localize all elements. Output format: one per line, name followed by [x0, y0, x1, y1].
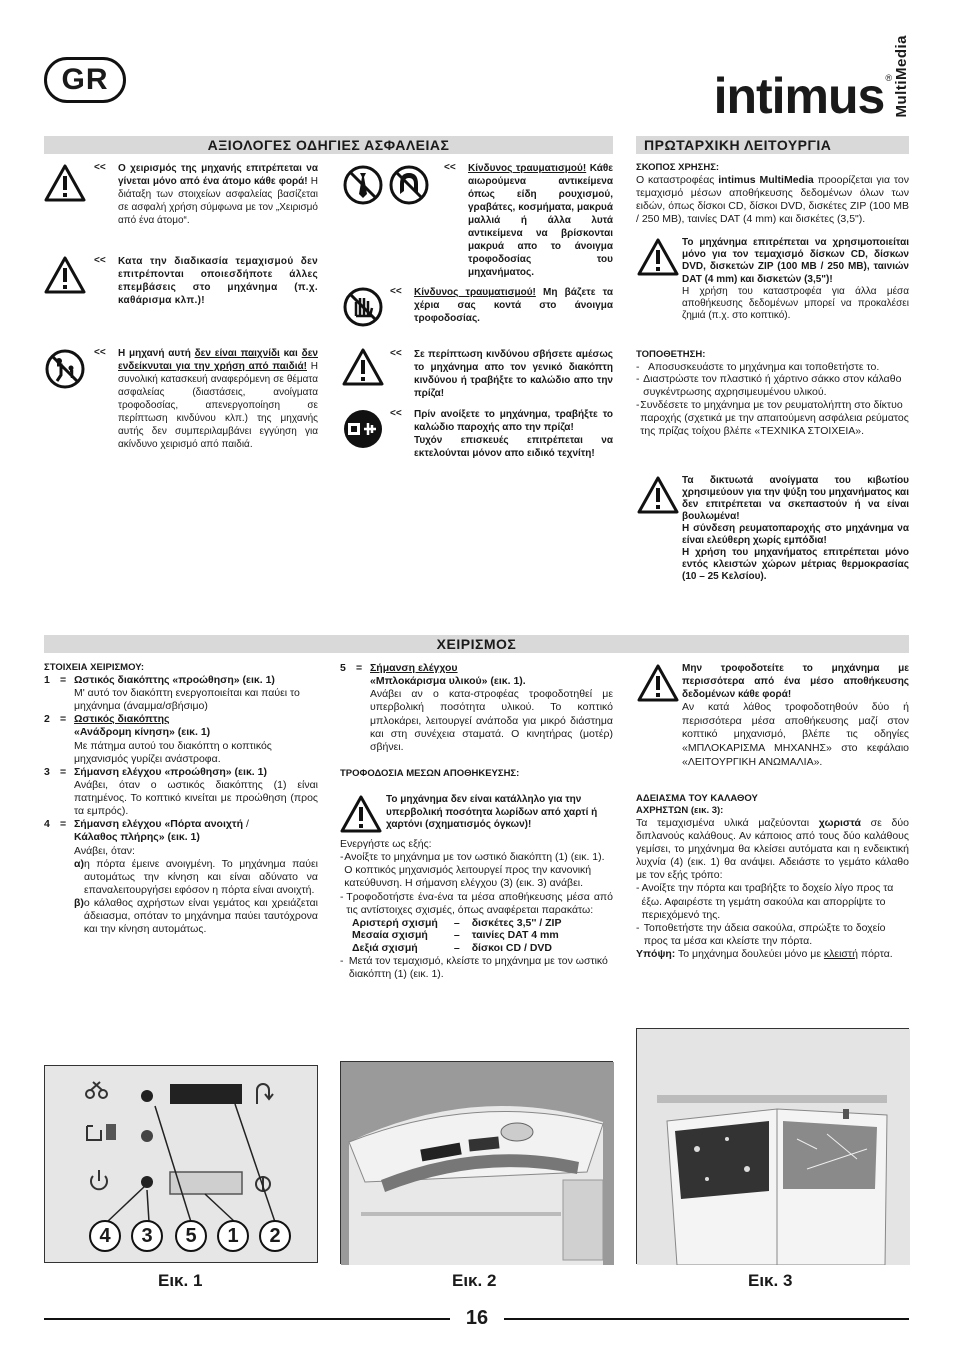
callout-1: 1 [217, 1220, 249, 1252]
warning-icon [342, 348, 384, 386]
led-blockage [141, 1176, 153, 1188]
power-icon [91, 1170, 107, 1189]
warning-icon [44, 164, 86, 202]
safety-item-emergency-off: << Σε περίπτωση κινδύνου σβήσετε αμέσως το μηχάνημα απο τον γενικό διακόπτη κινδύνου ή τραβήξτε το καλώδιο απο την πρίζα! [390, 348, 613, 399]
primary-warning-ventilation: Τα δικτυωτά ανοίγματα του κιβωτίου χρησιμεύουν για την ψύξη του μηχανήματος και δεν επιτρέπεται να σκεπαστούν ή να είναι βουλωμένα! Η σύνδεση ρευματοπαροχής στο μηχάνημα να είναι ελεύθερη χωρίς εμπόδια! Η χρήση του μηχανήματος επιτρέπεται μόνο εντός κλειστών χώρων μέτριας θερμοκρασίας (10 – 25 Κελσίου). [682, 475, 909, 582]
empty-bin-section: ΑΔΕΙΑΣΜΑ ΤΟΥ ΚΑΛΑΘΟΥ ΑΧΡΗΣΤΩΝ (εικ. 3): Τα τεμαχισμένα υλικά μαζεύονται χωριστά σε δύο διπλανούς καλάθους. Αν κάποιος από τους δύο καλάθους γεμίσει, το μηχάνημα θα κλείσει αυτόματα και η ενδεικτική λυχνία (4) (εικ. 1) θα ανάψει. Αδειάστε το γεμάτο κάλαθο με τον εξής τρόπο: - Ανοίξτε την πόρτα και τραβήξτε το δοχείο λίγο προς τα έξω. Αφαιρέστε τη γεμάτη σακούλα και απορρίψτε το περιεχόμενό της. - Τοποθετήστε την άδεια σακούλα, σπρώξτε το δοχείο προς τα μέσα και κλείστε την πόρτα. Υπόψη: Το μηχάνημα δουλεύει μόνο με κλειστή πόρτα. [636, 793, 909, 960]
language-badge: GR [44, 57, 126, 103]
primary-section-title: ΠΡΩΤΑΡΧΙΚΗ ΛΕΙΤΟΥΡΓΙΑ [636, 136, 909, 154]
table-row: Δεξιά σχισμή – δίσκοι CD / DVD [352, 941, 552, 954]
unplug-icon [342, 408, 384, 450]
bin-full-icon [87, 1124, 116, 1140]
operation-feeding: 5 = Σήμανση ελέγχου «Μπλοκάρισμα υλικού» (εικ. 1). Ανάβει αν ο κατα-στροφέας τροφοδοτηθεί με υπερβολική ποσότητα υλικού. Το κοπτικό μπλοκάρει, λειτουργεί ανάποδα για μικρό διάστημα και στη συνέχεια σταματά. Ο κινητήρας (μοτέρ) σβήνει. ΤΡΟΦΟΔΟΣΙΑ ΜΕΣΩΝ ΑΠΟΘΗΚΕΥΣΗΣ: [340, 662, 613, 779]
feeding-steps: Ενεργήστε ως εξής: - Ανοίξτε το μηχάνημα με τον ωστικό διακόπτη (1) (εικ. 1). Ο κοπτικός μηχανισμός λειτουργεί προς την κανονική κατεύθυνση. Η σήμανση ελέγχου (3) (εικ. 3) ανάβει. - Τροφοδοτήστε ένα-ένα τα μέσα αποθήκευσης μέσα από τις αντίστοιχες σχισμές, όπως αναφέρεται παρακάτω: Αριστερή σχισμή – δισκέτες 3,5'' / ZIP Μεσαία σχισμή – ταινίες DAT 4 mm Δεξιά σχισμή – δίσκοι CD / DVD - Μετά τον τεμαχισμό, κλείστε το μηχάνημα με τον ωστικό διακόπτη (1) (εικ. 1). [340, 838, 613, 980]
on-off-icon [256, 1176, 270, 1192]
no-hands-icon [342, 286, 384, 328]
warning-icon [44, 256, 86, 294]
safety-item-unplug: << Πρίν ανοίξετε το μηχάνημα, τραβήξτε το καλώδιο παροχής απο την πρίζα! Τυχόν επισκευές επιτρέπεται να εκτελούνται μόνον απο ειδικό τεχνίτη! [390, 408, 613, 459]
table-row: Μεσαία σχισμή – ταινίες DAT 4 mm [352, 929, 559, 942]
no-long-hair-icon [388, 164, 430, 206]
callout-3: 3 [131, 1220, 163, 1252]
safety-item-loose-objects: << Κίνδυνος τραυματισμού! Κάθε αιωρούμενα αντικείμενα όπως είδη ρουχισμού, γραβάτες, κοσμήματα, μακρυά μαλλιά ή άλλα λυτά αντικείμενα να βρίσκονται μακρυά απο το άνοιγμα τροφοδοσίας του μηχανήματος. [444, 162, 613, 278]
callout-4: 4 [89, 1220, 121, 1252]
figure-2-shredder-top [340, 1061, 613, 1264]
figure-1-caption: Εικ. 1 [158, 1271, 203, 1290]
warning-icon [637, 238, 679, 276]
operation-section-title: ΧΕΙΡΙΣΜΟΣ [44, 635, 909, 653]
safety-item-not-a-toy: << Η μηχανή αυτή δεν είναι παιχνίδι και δεν ενδείκνυται για την χρήση από παιδιά! Η συνολική κατασκευή αναφερόμενη σε θέματα ασφαλείας (διαστάσεις, ανοίγματα τροφοδοσίας, απενεργοποίηση σε περίπτωση κινδύνου κλπ.) της μηχανής αυτής δεν συμπεριλαμβάνει εγγύηση για ακίνδυνο χειρισμό από παιδιά. [94, 347, 319, 450]
shredder-top-drawing [341, 1062, 614, 1265]
safety-item-single-operator: << Ο χειρισμός της μηχανής επιτρέπεται να γίνεται μόνο από ένα άτομο κάθε φορά! Η διάταξη των στοιχείων ασφαλείας βασίζεται σε ασφαλή χρήση σύμφωνα με τον „Χειρισμό από ένα άτομο“. [94, 162, 319, 226]
primary-installation: ΤΟΠΟΘΕΤΗΣΗ: - Αποσυσκευάστε το μηχάνημα και τοποθετήστε το. - Διαστρώστε τον πλαστικό ή χάρτινο σάκκο στον κάλαθο συγκέντρωσης αχρησιμευμένου υλικού. - Συνδέσετε το μηχάνημα με τον ρευματολήπτη στο δίκτυο παροχής (σχετικά με την απαιτούμενη ασφάλεια ρεύματος της πρίζας τοίχου βλέπε «ΤΕΧΝΙΚΑ ΣΤΟΙΧΕΙΑ». [636, 349, 909, 437]
callout-2: 2 [259, 1220, 291, 1252]
safety-item-no-intervention: << Κατα την διαδικασία τεμαχισμού δεν επιτρέπονται οποιεσδήποτε άλλες επεμβάσεις στο μηχάνημα (π.χ. καθάρισμα κλπ.)! [94, 255, 318, 306]
logo-subtitle: MultiMedia [893, 35, 910, 118]
safety-section-title: ΑΞΙΟΛΟΓΕΣ ΟΔΗΓΙΕΣ ΑΣΦΑΛΕΙΑΣ [44, 136, 613, 154]
overload-warning: Μην τροφοδοτείτε το μηχάνημα με περισσότερα από ένα μέσο αποθήκευσης δεδομένων κάθε φορά! Αν κατά λάθος τροφοδοτηθούν δύο ή περισσότερα μέσα αποθήκευσης μαζί στον κοπτικό μηχανισμό, βλέπε τις οδηγίες «ΜΠΛΟΚΑΡΙΣΜΑ ΜΗΧΑΝΗΣ» στο κεφάλαιο «ΛΕΙΤΟΥΡΓΙΚΗ ΑΝΩΜΑΛΙΑ». [682, 663, 909, 768]
figure-2-caption: Εικ. 2 [452, 1271, 497, 1290]
open-bins-drawing [637, 1029, 910, 1265]
logo-wordmark: intimus [713, 67, 885, 124]
reverse-button[interactable] [170, 1084, 242, 1104]
feeding-warning: Το μηχάνημα δεν είναι κατάλληλο για την υπερβολική ποσότητα λωρίδων από χαρτί ή χαρτόνι (σχηματισμός όγκων)! [386, 794, 598, 830]
brand-logo [713, 35, 910, 124]
no-tie-icon [342, 164, 384, 206]
warning-icon [340, 795, 382, 833]
footer-rule-left [44, 1318, 450, 1320]
no-children-icon [44, 348, 86, 390]
reverse-arrow-icon [257, 1084, 273, 1104]
safety-item-hands: << Κίνδυνος τραυματισμού! Μη βάζετε τα χέρια σας κοντά στο άνοιγμα τροφοδοσίας. [390, 286, 614, 324]
warning-icon [637, 664, 679, 702]
logo-registered-mark: ® [885, 72, 892, 83]
scissors-icon [86, 1082, 107, 1098]
primary-warning-media: Το μηχάνημα επιτρέπεται να χρησιμοποιείται μόνο για τον τεμαχισμό δίσκων CD, δίσκων DVD, δισκετών ZIP (100 MB / 250 MB), ταινιών DAT (4 mm) και δισκετών (3,5")! Η χρήση του καταστροφέα για άλλα μέσα αποθήκευσης δεδομένων μπορεί να προκαλέσει ζημιά (π.χ. στο κοπτικό). [682, 237, 909, 322]
callout-5: 5 [175, 1220, 207, 1252]
page-number: 16 [465, 1307, 489, 1329]
figure-3-open-bins [636, 1028, 909, 1264]
figure-1-control-panel [44, 1065, 318, 1263]
figure-3-caption: Εικ. 3 [748, 1271, 793, 1290]
primary-purpose: ΣΚΟΠΟΣ ΧΡΗΣΗΣ: Ο καταστροφέας intimus MultiMedia προορίζεται για τον τεμαχισμό μέσων αποθήκευσης δεδομένων όλων των ειδών, όπως δίσκοι CD, δίσκοι DVD, δισκέτες ZIP (100 MB / 250 MB), ταινίες DAT (4 mm) και δισκέτες (3,5"). [636, 162, 910, 225]
operation-controls: ΣΤΟΙΧΕΙΑ ΧΕΙΡΙΣΜΟΥ: 1 = Ωστικός διακόπτης «προώθηση» (εικ. 1) Μ' αυτό τον διακόπτη ενεργοποιείται και παύει το μηχάνημα (άναμμα/σβήσιμο) 2 = Ωστικός διακόπτης «Ανάδρομη κίνηση» (εικ. 1) Με πάτημα αυτού του διακόπτη ο κοπτικός μηχανισμός γυρίζει ανάστροφα. 3 = Σήμανση ελέγχου «προώθηση» (εικ. 1) Ανάβει, όταν ο ωστικός διακόπτης (1) είναι πατημένος. Το κοπτικό κινείται με προώθηση (προς τα εμπρός). 4 = Σήμανση ελέγχου «Πόρτα ανοιχτή / Κάλαθος πλήρης» (εικ. 1) Ανάβει, όταν: α) η πόρτα έμεινε ανοιγμένη. Το μηχάνημα παύει αυτομάτως την κίνηση και είναι αδύνατο να επαναλειτουργήσει εφόσον η πόρτα είναι ανοιχτή. β) ο κάλαθος αχρήστων είναι γεμάτος και χρειάζεται άδειασμα, οπόταν το μηχάνημα παύει ταυτόχρονα και την κίνηση αυτομάτως. [44, 662, 318, 936]
slot-table [352, 917, 565, 955]
led-bin-full [141, 1130, 153, 1142]
footer-rule-right [504, 1318, 909, 1320]
warning-icon [637, 476, 679, 514]
table-row: Αριστερή σχισμή – δισκέτες 3,5'' / ZIP [352, 916, 562, 929]
led-forward [141, 1090, 153, 1102]
